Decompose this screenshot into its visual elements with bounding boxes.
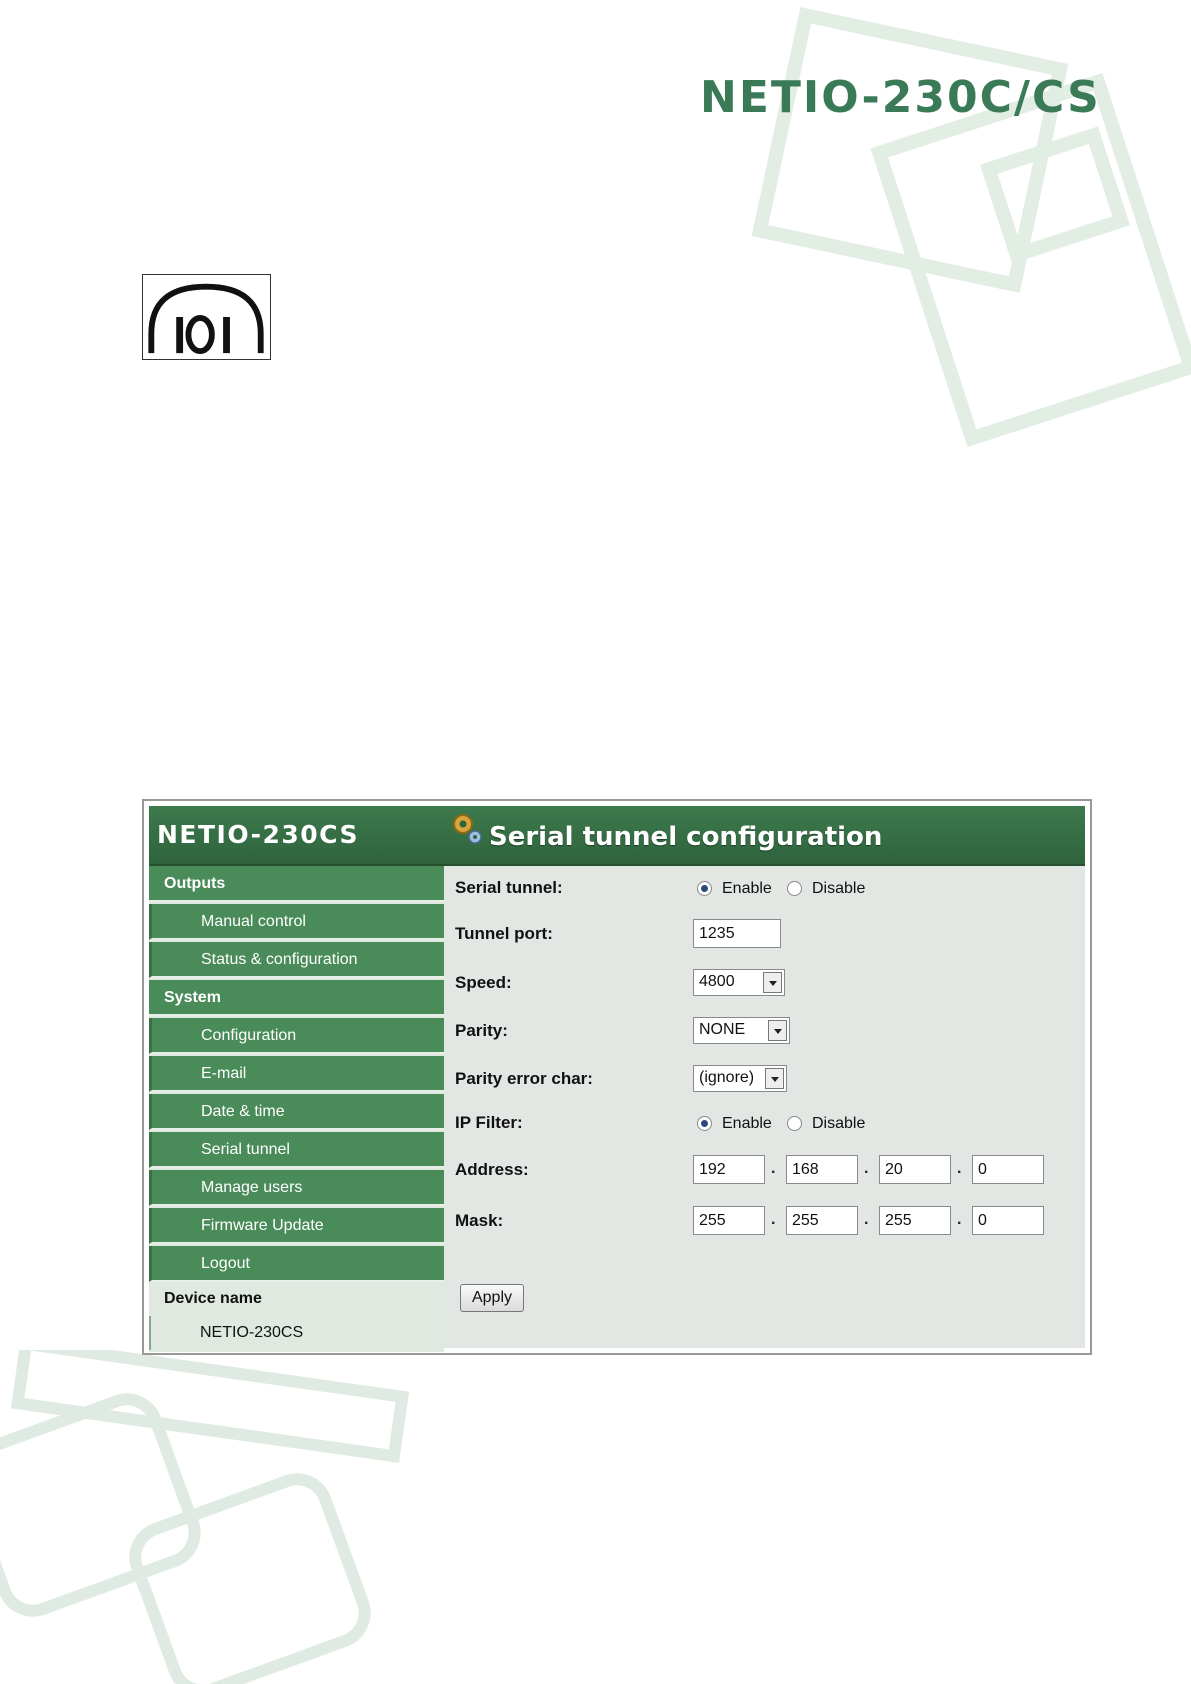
serial-tunnel-enable-radio[interactable] xyxy=(697,881,712,896)
mask-octet-2[interactable]: 255 xyxy=(786,1206,858,1235)
sidebar-item-serial-tunnel[interactable]: Serial tunnel xyxy=(149,1132,444,1168)
mask-dot: . xyxy=(771,1211,776,1228)
mask-octet-1[interactable]: 255 xyxy=(693,1206,765,1235)
gear-icon xyxy=(449,810,485,846)
device-name-label: Device name xyxy=(164,1290,262,1307)
serial-tunnel-symbol xyxy=(142,274,271,360)
address-label: Address: xyxy=(455,1160,529,1179)
parity-select[interactable] xyxy=(693,1017,790,1044)
parity-label: Parity: xyxy=(455,1021,508,1040)
address-dot: . xyxy=(957,1160,962,1177)
page-title: Serial tunnel configuration xyxy=(489,822,883,852)
parity-error-char-select[interactable] xyxy=(693,1065,787,1092)
sidebar-item-manual-control[interactable]: Manual control xyxy=(149,904,444,940)
sidebar-item-status-configuration[interactable]: Status & configuration xyxy=(149,942,444,978)
parity-error-char-label: Parity error char: xyxy=(455,1069,593,1088)
address-dot: . xyxy=(864,1160,869,1177)
background-decoration-bottom xyxy=(0,1350,440,1684)
tunnel-port-input[interactable]: 1235 xyxy=(693,919,781,948)
sidebar-item-firmware-update[interactable]: Firmware Update xyxy=(149,1208,444,1244)
serial-tunnel-enable-label: Enable xyxy=(722,880,772,897)
sidebar-item-outputs[interactable]: Outputs xyxy=(149,866,444,902)
speed-select[interactable] xyxy=(693,969,785,996)
decor-sockets-icon xyxy=(0,1350,440,1684)
sidebar-item-configuration[interactable]: Configuration xyxy=(149,1018,444,1054)
sidebar-item-date-time[interactable]: Date & time xyxy=(149,1094,444,1130)
header-device-logo: NETIO-230CS xyxy=(157,820,359,849)
mask-label: Mask: xyxy=(455,1211,504,1230)
serial-port-icon xyxy=(143,275,270,359)
parity-error-char-value: (ignore) xyxy=(699,1069,755,1086)
sidebar xyxy=(149,866,444,1352)
mask-octet-3[interactable]: 255 xyxy=(879,1206,951,1235)
apply-button[interactable]: Apply xyxy=(460,1284,524,1312)
ip-filter-label: IP Filter: xyxy=(455,1113,523,1132)
ip-filter-enable-label: Enable xyxy=(722,1115,772,1132)
speed-label: Speed: xyxy=(455,973,512,992)
parity-value: NONE xyxy=(699,1021,746,1038)
address-octet-3[interactable]: 20 xyxy=(879,1155,951,1184)
chevron-down-icon[interactable] xyxy=(763,972,782,993)
serial-tunnel-label: Serial tunnel: xyxy=(455,878,563,897)
mask-dot: . xyxy=(864,1211,869,1228)
device-name-value: NETIO-230CS xyxy=(149,1316,444,1350)
config-form xyxy=(445,866,1085,1348)
address-octet-4[interactable]: 0 xyxy=(972,1155,1044,1184)
ip-filter-disable-radio[interactable] xyxy=(787,1116,802,1131)
brand-title: NETIO-230C/CS xyxy=(700,72,1101,123)
address-octet-2[interactable]: 168 xyxy=(786,1155,858,1184)
web-ui-screenshot xyxy=(142,799,1092,1355)
ip-filter-disable-label: Disable xyxy=(812,1115,866,1132)
chevron-down-icon[interactable] xyxy=(765,1068,784,1089)
mask-octet-4[interactable]: 0 xyxy=(972,1206,1044,1235)
address-dot: . xyxy=(771,1160,776,1177)
mask-dot: . xyxy=(957,1211,962,1228)
sidebar-item-logout[interactable]: Logout xyxy=(149,1246,444,1282)
serial-tunnel-disable-label: Disable xyxy=(812,880,866,897)
serial-tunnel-disable-radio[interactable] xyxy=(787,881,802,896)
ip-filter-enable-radio[interactable] xyxy=(697,1116,712,1131)
sidebar-item-email[interactable]: E-mail xyxy=(149,1056,444,1092)
speed-value: 4800 xyxy=(699,973,735,990)
chevron-down-icon[interactable] xyxy=(768,1020,787,1041)
sidebar-item-manage-users[interactable]: Manage users xyxy=(149,1170,444,1206)
app-header xyxy=(149,806,1085,866)
address-octet-1[interactable]: 192 xyxy=(693,1155,765,1184)
tunnel-port-label: Tunnel port: xyxy=(455,924,553,943)
sidebar-item-system[interactable]: System xyxy=(149,980,444,1016)
